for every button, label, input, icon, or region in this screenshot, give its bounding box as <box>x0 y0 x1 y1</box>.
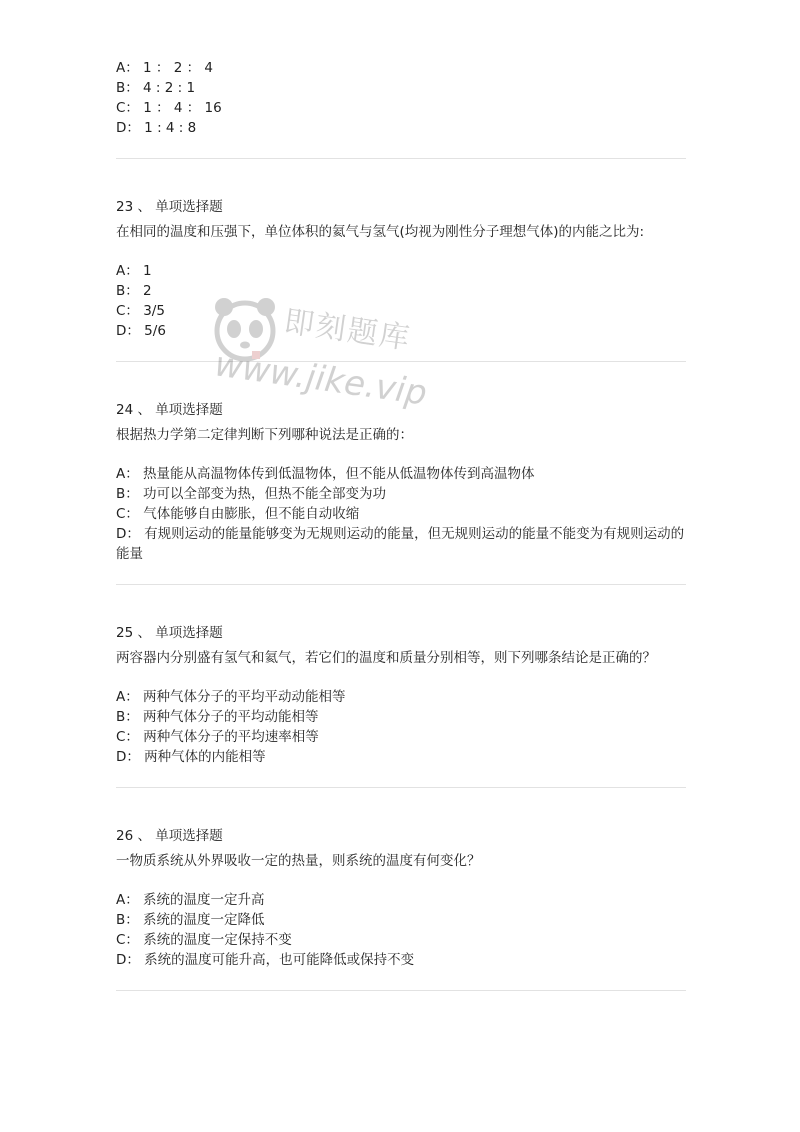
divider <box>116 584 686 585</box>
document-page <box>116 58 686 991</box>
option-c: C： 系统的温度一定保持不变 <box>116 932 292 948</box>
option-a: A： 1 <box>116 263 152 279</box>
option-d: D： 两种气体的内能相等 <box>116 749 266 765</box>
question-text: 在相同的温度和压强下，单位体积的氦气与氢气(均视为刚性分子理想气体)的内能之比为: <box>116 224 645 240</box>
option-a: A： 1 ： 2 ： 4 <box>116 60 213 76</box>
watermark-text: 即刻题库 <box>281 304 414 357</box>
question-25 <box>116 623 686 767</box>
option-a: A： 系统的温度一定升高 <box>116 892 265 908</box>
question-text: 两容器内分别盛有氢气和氦气，若它们的温度和质量分别相等，则下列哪条结论是正确的？ <box>116 650 656 666</box>
option-d: D： 系统的温度可能升高，也可能降低或保持不变 <box>116 952 415 968</box>
option-a: A： 热量能从高温物体传到低温物体，但不能从低温物体传到高温物体 <box>116 466 535 482</box>
option-b: B： 两种气体分子的平均动能相等 <box>116 709 319 725</box>
option-c: C： 气体能够自由膨胀，但不能自动收缩 <box>116 506 360 522</box>
option-d: D： 有规则运动的能量能够变为无规则运动的能量，但无规则运动的能量不能变为有规则运动的能量 <box>116 526 685 562</box>
option-a: A： 两种气体分子的平均平动动能相等 <box>116 689 346 705</box>
option-b: B： 系统的温度一定降低 <box>116 912 265 928</box>
option-d: D： 1 : 4 : 8 <box>116 120 197 136</box>
question-24 <box>116 400 686 564</box>
option-c: C： 3/5 <box>116 303 165 319</box>
divider <box>116 361 686 362</box>
question-26 <box>116 826 686 970</box>
question-header: 24 、 单项选择题 <box>116 402 223 418</box>
divider <box>116 990 686 991</box>
divider <box>116 158 686 159</box>
option-b: B： 2 <box>116 283 152 299</box>
question-header: 26 、 单项选择题 <box>116 828 223 844</box>
divider <box>116 787 686 788</box>
question-header: 25 、 单项选择题 <box>116 625 223 641</box>
question-text: 一物质系统从外界吸收一定的热量，则系统的温度有何变化？ <box>116 853 481 869</box>
watermark-url: www.jike.vip <box>212 344 430 414</box>
option-b: B： 4 : 2 : 1 <box>116 80 196 96</box>
option-c: C： 1 ： 4 ： 16 <box>116 100 222 116</box>
question-23 <box>116 197 686 341</box>
option-c: C： 两种气体分子的平均速率相等 <box>116 729 319 745</box>
question-header: 23 、 单项选择题 <box>116 199 223 215</box>
option-d: D： 5/6 <box>116 323 166 339</box>
option-b: B： 功可以全部变为热，但热不能全部变为功 <box>116 486 387 502</box>
question-text: 根据热力学第二定律判断下列哪种说法是正确的： <box>116 427 413 443</box>
question-22-options <box>116 58 686 138</box>
